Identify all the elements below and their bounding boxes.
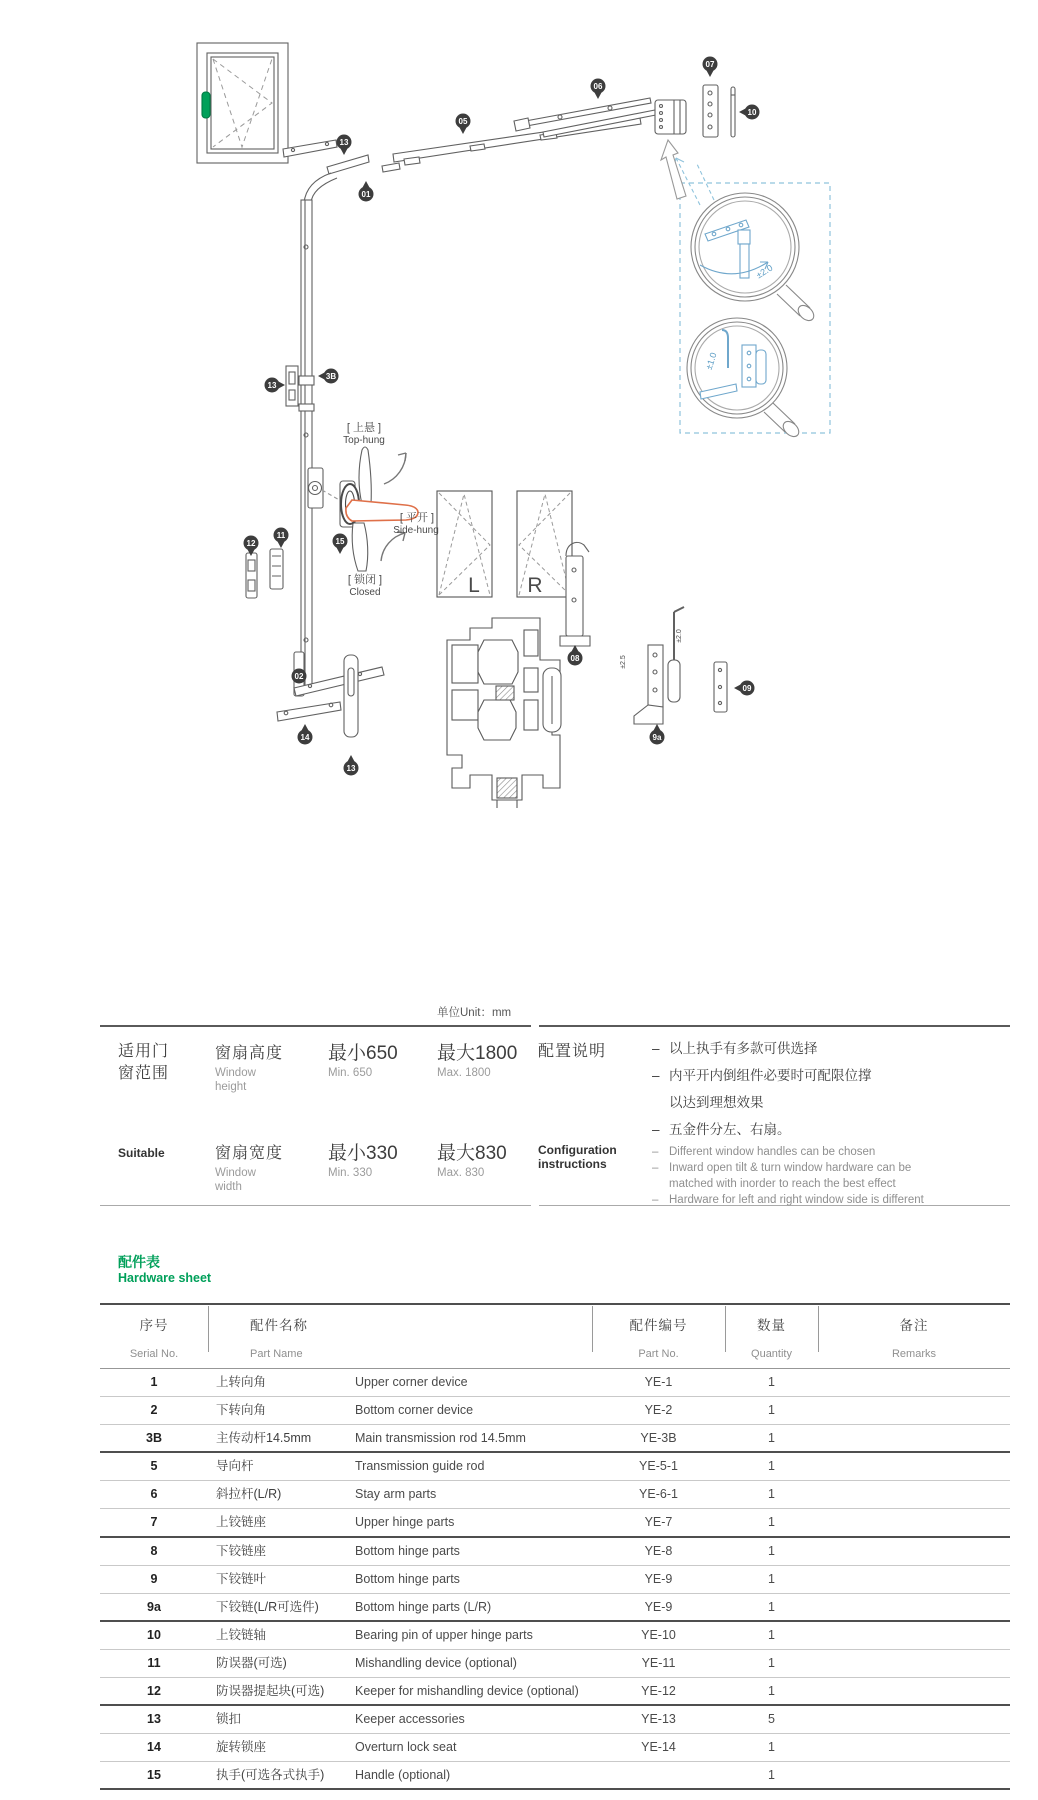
callout-number: 09	[742, 683, 752, 693]
cell-serial: 7	[150, 1515, 158, 1530]
callout-13	[344, 755, 359, 776]
callout-number: 10	[747, 107, 757, 117]
callout-11	[274, 528, 289, 549]
cell-serial: 12	[147, 1684, 161, 1699]
cell-quantity: 1	[768, 1599, 775, 1614]
cell-name-zh: 下铰链叶	[216, 1571, 267, 1586]
callout-number: 3B	[325, 371, 337, 381]
cell-part-no: YE-3B	[640, 1431, 677, 1446]
cell-quantity: 1	[768, 1768, 775, 1783]
unit-note: 单位Unit：mm	[437, 1007, 512, 1019]
callout-number: 12	[246, 538, 256, 548]
header-divider	[725, 1306, 726, 1352]
callout-02	[292, 669, 307, 684]
cell-quantity: 1	[768, 1627, 775, 1642]
diagram-label: [ 上悬 ]	[346, 422, 382, 434]
overturn-lock-seat-part	[277, 702, 341, 721]
cell-serial: 8	[150, 1543, 158, 1558]
spec-scope-label-zh-line1: 适用门	[118, 1043, 170, 1060]
table-row	[100, 1566, 1010, 1594]
cell-serial: 13	[147, 1712, 161, 1727]
callout-number: 08	[570, 653, 580, 663]
spec-height-label-en1: Window	[215, 1067, 256, 1079]
diagram-label: ±2.0	[754, 262, 775, 281]
diagram-label: ±2.5	[620, 655, 627, 669]
callout-number: 01	[361, 189, 371, 199]
diagram-label: [ 平开 ]	[399, 512, 435, 524]
callout-09	[734, 681, 755, 696]
cell-serial: 11	[147, 1655, 161, 1670]
bullet-item: – Inward open tilt & turn window hardware can be	[652, 1162, 912, 1174]
spec-width-min-en: Min. 330	[328, 1167, 373, 1179]
cell-part-no: YE-2	[644, 1403, 673, 1418]
table-row	[100, 1650, 1010, 1678]
right-window-diagram	[517, 491, 572, 597]
spec-width-label-en2: width	[215, 1181, 242, 1193]
cell-quantity: 1	[768, 1655, 775, 1670]
parts-table-header	[100, 1303, 1010, 1369]
header-part-no-en: Part No.	[638, 1348, 679, 1360]
hardware-sheet-title-zh: 配件表	[118, 1254, 160, 1270]
left-window-diagram	[437, 491, 492, 597]
keeper-part-mid	[286, 366, 298, 406]
bullet-item: 以达到理想效果	[669, 1095, 764, 1110]
cell-part-no: YE-8	[644, 1543, 673, 1558]
bottom-hinge-bracket-9a-part	[634, 607, 684, 724]
main-transmission-rod-part	[299, 200, 314, 690]
table-row	[100, 1762, 1010, 1790]
callout-10	[739, 105, 760, 120]
bullet-item: – 内平开内倒组件必要时可配限位撑	[652, 1068, 872, 1083]
table-row	[100, 1538, 1010, 1566]
window-handle-icon	[202, 92, 210, 118]
cell-quantity: 1	[768, 1515, 775, 1530]
bullet-item: – 五金件分左、右扇。	[652, 1122, 791, 1137]
diagram-label: ±1.0	[703, 351, 719, 371]
cell-name-zh: 导向杆	[216, 1459, 254, 1474]
header-part-no-zh: 配件编号	[629, 1318, 688, 1333]
callout-13	[265, 378, 286, 393]
spec-height-max-en: Max. 1800	[437, 1067, 491, 1079]
callout-07	[703, 57, 718, 78]
spec-scope-label-zh-line2: 窗范围	[118, 1065, 170, 1082]
spec-width-min-zh: 最小330	[328, 1143, 398, 1164]
bullet-item: matched with inorder to reach the best effect	[669, 1178, 896, 1190]
spec-height-min-zh: 最小650	[328, 1043, 398, 1064]
table-row	[100, 1678, 1010, 1706]
cell-name-en: Upper hinge parts	[355, 1515, 455, 1530]
cell-name-zh: 防误器提起块(可选)	[216, 1684, 325, 1699]
window-icon	[197, 43, 288, 163]
cell-serial: 6	[150, 1487, 158, 1502]
callout-15	[333, 534, 348, 555]
parts-table-body	[100, 1369, 1010, 1790]
bullet-item: – Hardware for left and right window side is different	[652, 1194, 924, 1206]
cell-name-en: Bottom hinge parts	[355, 1571, 460, 1586]
header-serial-zh: 序号	[139, 1318, 169, 1333]
diagram-label-layer	[343, 263, 774, 669]
spec-width-label-en1: Window	[215, 1167, 256, 1179]
diagram-label: R	[527, 574, 543, 597]
callout-number: 13	[346, 763, 356, 773]
diagram-label: [ 锁闭 ]	[347, 574, 383, 586]
diagram-label: ±2.0	[676, 629, 683, 643]
table-row	[100, 1594, 1010, 1622]
cell-serial: 14	[147, 1740, 161, 1755]
header-remarks-zh: 备注	[899, 1318, 929, 1333]
cell-name-zh: 主传动杆14.5mm	[216, 1431, 312, 1446]
cell-name-en: Bearing pin of upper hinge parts	[355, 1627, 533, 1642]
header-serial-en: Serial No.	[129, 1348, 179, 1360]
header-part-no	[592, 1305, 725, 1368]
cell-serial: 9a	[147, 1599, 161, 1614]
callout-9a	[650, 724, 665, 745]
upper-hinge-plate-part	[703, 85, 718, 137]
keeper-block-part	[246, 553, 257, 598]
cell-name-en: Overturn lock seat	[355, 1740, 457, 1755]
cell-name-en: Keeper accessories	[355, 1712, 465, 1727]
spec-width-max-zh: 最大830	[437, 1143, 507, 1164]
cell-quantity: 1	[768, 1684, 775, 1699]
header-divider	[818, 1306, 819, 1352]
callout-3B	[318, 369, 339, 384]
cell-serial: 9	[150, 1571, 158, 1586]
table-row	[100, 1734, 1010, 1762]
mishandling-device-part	[270, 549, 283, 589]
cell-serial: 3B	[146, 1431, 162, 1446]
bullet-item: – Different window handles can be chosen	[652, 1146, 876, 1158]
spec-height-min-en: Min. 650	[328, 1067, 373, 1079]
cell-serial: 1	[150, 1375, 158, 1389]
callout-number: 14	[300, 732, 310, 742]
cell-name-zh: 上铰链座	[216, 1515, 267, 1530]
corner-hinge-block	[655, 100, 686, 134]
cell-name-en: Upper corner device	[355, 1375, 468, 1389]
callout-01	[359, 181, 374, 202]
table-row	[100, 1509, 1010, 1537]
cell-name-en: Main transmission rod 14.5mm	[355, 1431, 526, 1446]
bottom-hinge-leaf-part	[714, 662, 727, 712]
diagram-label: Closed	[349, 587, 381, 598]
cell-part-no: YE-12	[641, 1684, 676, 1699]
callout-05	[456, 114, 471, 135]
callout-number: 13	[339, 137, 349, 147]
cell-quantity: 1	[768, 1740, 775, 1755]
spec-height-label-en2: height	[215, 1081, 247, 1093]
header-quantity-zh: 数量	[757, 1318, 786, 1333]
cell-part-no: YE-6-1	[639, 1487, 678, 1502]
cell-name-zh: 锁扣	[216, 1712, 242, 1727]
diagram-label: L	[468, 574, 480, 597]
callout-number: 9a	[652, 732, 662, 742]
config-bullets-zh	[652, 1038, 1022, 1146]
bullet-item: – 以上执手有多款可供选择	[652, 1041, 818, 1056]
cell-quantity: 1	[768, 1571, 775, 1586]
cell-serial: 5	[150, 1459, 158, 1474]
cell-serial: 10	[147, 1627, 161, 1642]
callout-14	[298, 724, 313, 745]
spec-height-label-zh: 窗扇高度	[215, 1045, 284, 1062]
cell-quantity: 1	[768, 1375, 775, 1389]
cell-name-en: Bottom corner device	[355, 1403, 474, 1418]
header-divider	[208, 1306, 209, 1352]
keeper-part-top	[283, 140, 337, 157]
header-part-name-en: Part Name	[250, 1348, 303, 1360]
cell-part-no: YE-10	[641, 1627, 676, 1642]
cell-serial: 15	[147, 1768, 161, 1783]
callout-08	[568, 645, 583, 666]
table-row	[100, 1481, 1010, 1509]
cell-serial: 2	[150, 1403, 158, 1418]
config-label-en2: instructions	[538, 1157, 607, 1171]
detail-magnifier-bottom	[687, 318, 802, 440]
spec-height-max-zh: 最大1800	[437, 1043, 518, 1064]
callout-06	[591, 79, 606, 100]
cell-quantity: 1	[768, 1543, 775, 1558]
callout-number: 06	[593, 81, 603, 91]
callout-number: 13	[267, 380, 277, 390]
cell-name-en: Stay arm parts	[355, 1487, 437, 1502]
cell-part-no: YE-13	[641, 1712, 676, 1727]
hinge-part-misc	[543, 668, 561, 732]
hardware-sheet-title-en: Hardware sheet	[118, 1271, 212, 1285]
cell-part-no: YE-1	[644, 1375, 673, 1389]
spec-table-bottom-rule-left	[100, 1205, 531, 1206]
header-part-name	[250, 1305, 510, 1368]
cell-name-zh: 防误器(可选)	[216, 1655, 287, 1670]
header-remarks	[818, 1305, 1010, 1368]
config-label-zh: 配置说明	[538, 1043, 607, 1060]
cell-name-zh: 旋转锁座	[216, 1740, 267, 1755]
spec-table-top-rule-right	[539, 1025, 1010, 1027]
header-remarks-en: Remarks	[891, 1348, 936, 1360]
cell-name-en: Bottom hinge parts	[355, 1543, 460, 1558]
cell-quantity: 1	[768, 1403, 775, 1418]
cell-name-zh: 下铰链(L/R可选件)	[216, 1599, 319, 1614]
config-label-en1: Configuration	[538, 1143, 617, 1157]
table-row	[100, 1622, 1010, 1650]
cell-quantity: 1	[768, 1459, 775, 1474]
hollow-arrow	[661, 140, 686, 199]
cell-name-en: Handle (optional)	[355, 1768, 451, 1783]
config-bullets-en	[652, 1145, 1022, 1209]
detail-magnifier-top	[691, 193, 817, 324]
diagram-label: Top-hung	[343, 435, 385, 446]
cell-quantity: 5	[768, 1712, 775, 1727]
cell-name-zh: 斜拉杆(L/R)	[216, 1487, 282, 1502]
table-row	[100, 1706, 1010, 1734]
cell-name-en: Bottom hinge parts (L/R)	[355, 1599, 492, 1614]
cell-part-no: YE-9	[644, 1599, 673, 1614]
bearing-pin-part	[731, 87, 735, 137]
cell-name-zh: 上铰链轴	[216, 1627, 267, 1642]
callout-13	[337, 135, 352, 156]
header-serial	[100, 1305, 208, 1368]
spec-width-label-zh: 窗扇宽度	[215, 1145, 284, 1162]
spec-width-max-en: Max. 830	[437, 1167, 485, 1179]
cell-part-no: YE-7	[644, 1515, 673, 1530]
cell-name-zh: 执手(可选各式执手)	[216, 1768, 325, 1783]
spec-table-top-rule-left	[100, 1025, 531, 1027]
cell-part-no: YE-5-1	[639, 1459, 678, 1474]
table-row	[100, 1397, 1010, 1425]
header-quantity	[725, 1305, 818, 1368]
header-quantity-en: Quantity	[751, 1348, 792, 1360]
cell-name-en: Transmission guide rod	[355, 1459, 485, 1474]
callout-number: 02	[294, 671, 304, 681]
header-part-name-zh: 配件名称	[250, 1318, 308, 1333]
table-row	[100, 1369, 1010, 1397]
spec-scope-label-en: Suitable	[118, 1146, 165, 1160]
cell-quantity: 1	[768, 1431, 775, 1446]
cell-name-en: Keeper for mishandling device (optional)	[355, 1684, 579, 1699]
callout-number: 07	[705, 59, 715, 69]
table-row	[100, 1453, 1010, 1481]
cell-name-zh: 下转向角	[216, 1403, 267, 1418]
cell-part-no: YE-11	[641, 1655, 676, 1670]
cell-part-no: YE-9	[644, 1571, 673, 1586]
table-row	[100, 1425, 1010, 1453]
cell-name-zh: 下铰链座	[216, 1543, 267, 1558]
cell-part-no: YE-14	[641, 1740, 676, 1755]
header-divider	[592, 1306, 593, 1352]
cell-quantity: 1	[768, 1487, 775, 1502]
cell-name-en: Mishandling device (optional)	[355, 1655, 517, 1670]
callout-number: 11	[276, 530, 286, 540]
callout-number: 05	[458, 116, 468, 126]
cell-name-zh: 上转向角	[216, 1375, 267, 1389]
diagram-label: Side-hung	[393, 525, 439, 536]
callout-number: 15	[335, 536, 345, 546]
keeper-part-bottom	[344, 655, 358, 737]
